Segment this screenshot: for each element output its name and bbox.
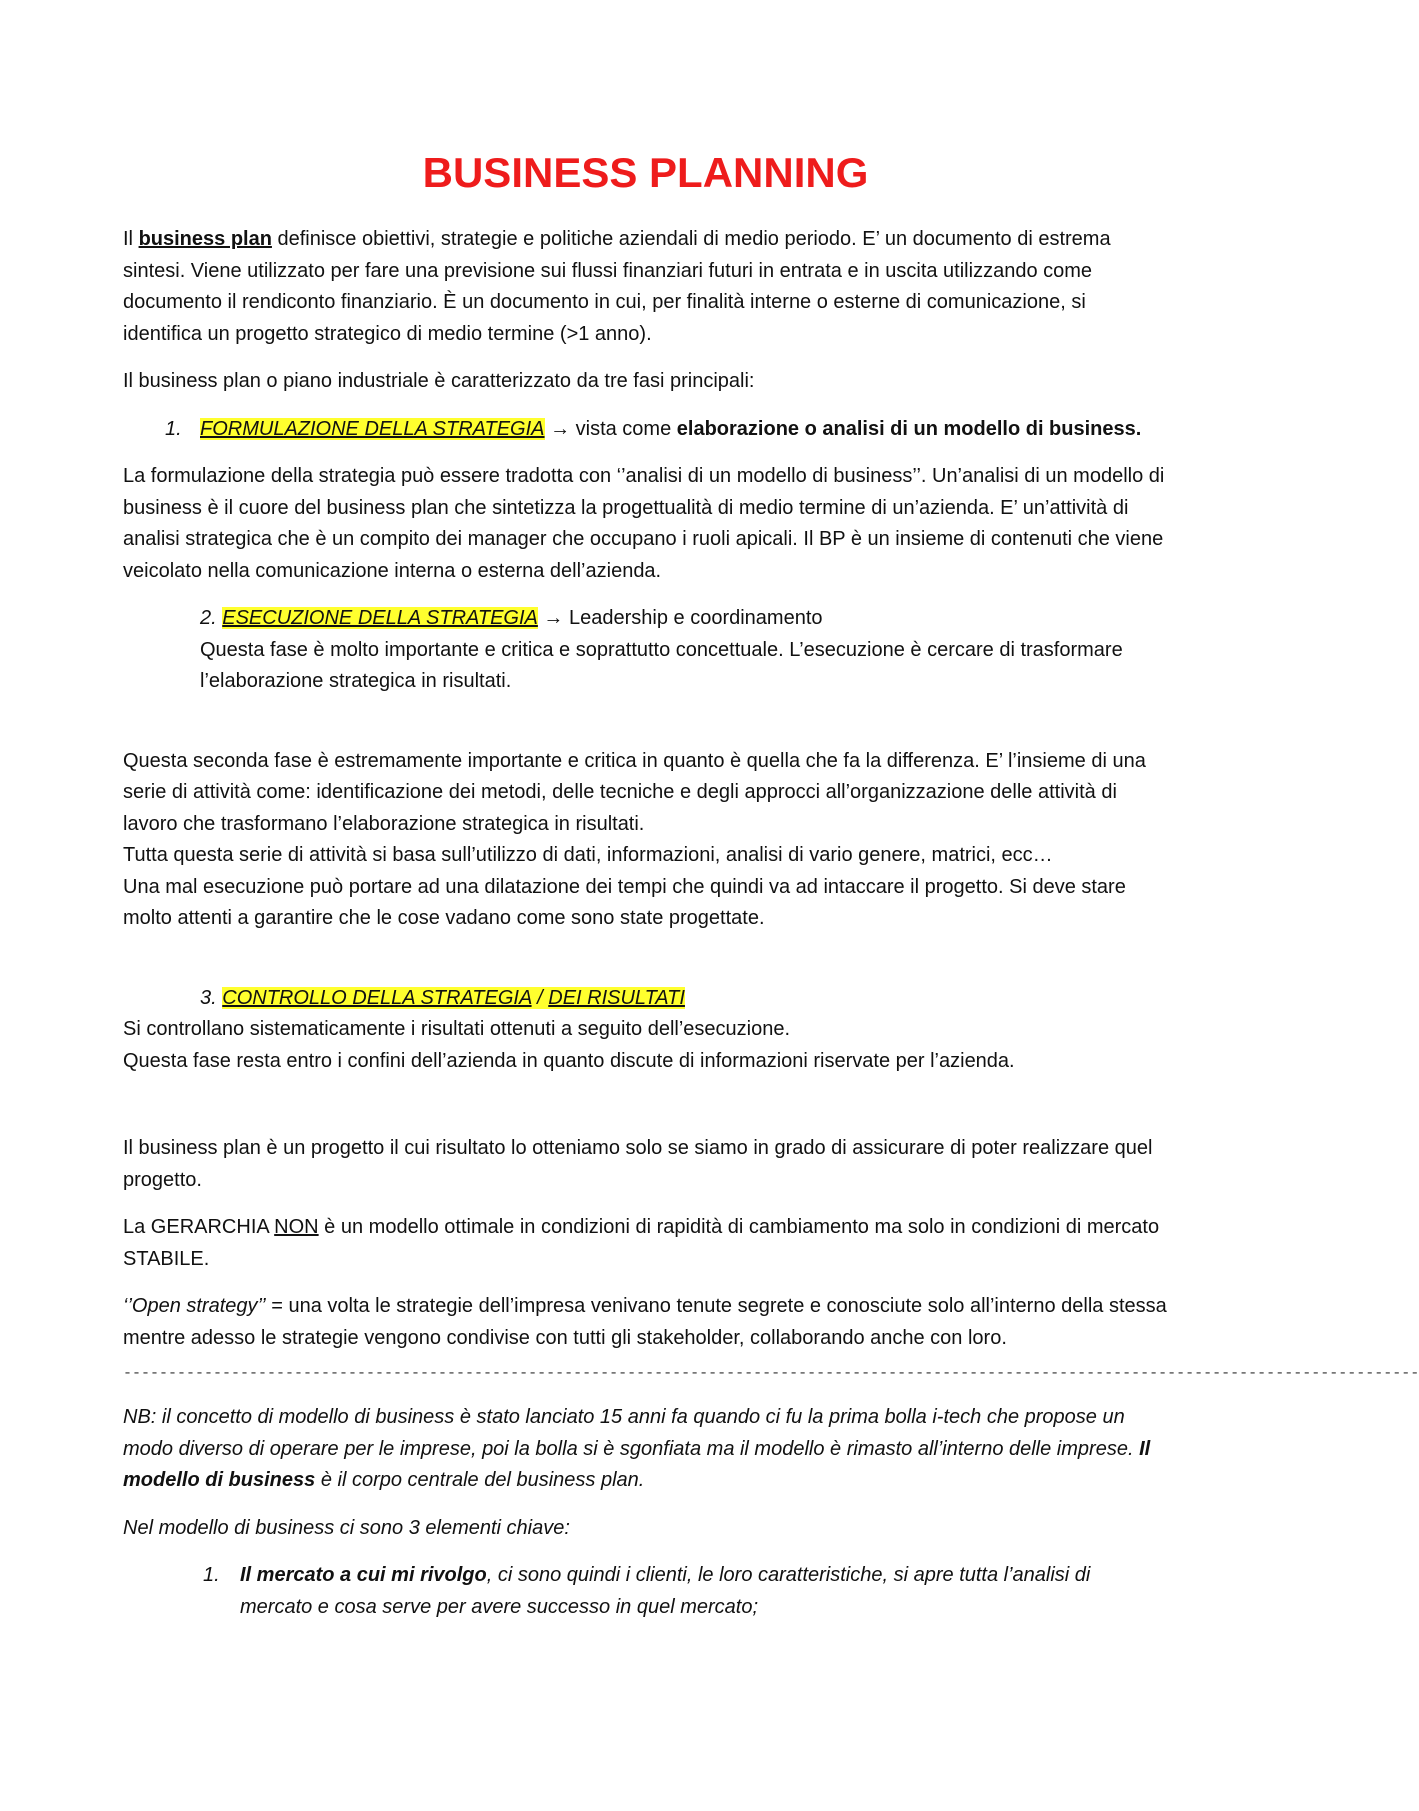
list-number: 1. — [203, 1564, 220, 1587]
element-1-description: , ci sono quindi i clienti, le loro caratteristiche, si apre tutta l’analisi di mercato e cosa serve per avere successo in quel mercato; — [240, 1564, 1091, 1618]
text-run: è un modello ottimale in condizioni di rapidità di cambiamento ma solo in condizioni di mercato STABILE. — [123, 1216, 1160, 1270]
element-1-title: Il mercato a cui mi rivolgo — [240, 1564, 487, 1587]
term-open-strategy: ‘’Open strategy’’ — [123, 1295, 266, 1318]
text-run: = una volta le strategie dell’impresa venivano tenute segrete e conosciute solo all’interno della stessa mentre adesso le strategie vengono condivise con tutti gli stakeholder, collaborando anche con loro. — [123, 1295, 1167, 1349]
phase-3-separator: / — [531, 986, 549, 1009]
paragraph-phases-intro: Il business plan o piano industriale è caratterizzato da tre fasi principali: — [123, 370, 755, 393]
dashed-separator: ------------------------------------------------------------------------------------------------------------------------------------------------ — [123, 1365, 1419, 1383]
list-number: 2. — [200, 607, 223, 630]
phase-1-description: elaborazione o analisi di un modello di business. — [676, 417, 1142, 440]
text-run: è il corpo centrale del business plan. — [315, 1469, 645, 1492]
list-number: 1. — [165, 417, 182, 440]
paragraph-execution-2: Tutta questa serie di attività si basa sull’utilizzo di dati, informazioni, analisi di vario genere, matrici, ecc… — [123, 844, 1053, 867]
text-run: NB: il concetto di modello di business è stato lanciato 15 anni fa quando ci fu la prima bolla i-tech che propose un modo diverso di operare per le imprese, poi la bolla si è sgonfiata ma il modello è rimasto all’interno delle imprese. — [123, 1406, 1140, 1460]
paragraph-open-strategy — [123, 1291, 1168, 1354]
arrow-text: → vista come — [544, 417, 677, 440]
phase-1-item — [123, 414, 1168, 446]
phase-1-title: FORMULAZIONE DELLA STRATEGIA — [200, 417, 545, 440]
page-title: BUSINESS PLANNING — [422, 149, 869, 196]
document-body — [123, 149, 1419, 1623]
text-run: definisce obiettivi, strategie e politiche aziendali di medio periodo. E’ un documento di estrema sintesi. Viene utilizzato per fare una previsione sui flussi finanziari futuri in entrata e in uscita utilizzando come documento il rendiconto finanziario. È un documento in cui, per finalità interne o esterne di comunicazione, si identifica un progetto strategico di medio termine (>1 anno). — [123, 228, 1111, 345]
text-run: Il — [123, 228, 139, 251]
phase-2-item — [123, 603, 1168, 635]
phase-3-title-b: DEI RISULTATI — [548, 986, 685, 1009]
term-business-model: Il modello di business — [123, 1437, 1151, 1492]
term-business-plan: business plan — [138, 228, 272, 251]
phase-2-title: ESECUZIONE DELLA STRATEGIA — [222, 607, 538, 630]
paragraph-key-elements: Nel modello di business ci sono 3 elementi chiave: — [123, 1516, 570, 1539]
paragraph-nb — [123, 1402, 1168, 1497]
phase-3-title-a: CONTROLLO DELLA STRATEGIA — [222, 986, 532, 1009]
text-run: La GERARCHIA — [123, 1216, 275, 1239]
arrow-text: → — [537, 607, 569, 630]
element-1-item — [123, 1560, 1168, 1623]
paragraph-control-1: Si controllano sistematicamente i risultati ottenuti a seguito dell’esecuzione. — [123, 1018, 791, 1041]
paragraph-formulation: La formulazione della strategia può essere tradotta con ‘’analisi di un modello di business’’. Un’analisi di un modello di business è il cuore del business plan che sintetizza la progettualità di medio termine di un’azienda. E’ un’attività di analisi strategica che è un compito dei manager che occupano i ruoli apicali. Il BP è un insieme di contenuti che viene veicolato nella comunicazione interna o esterna dell’azienda. — [123, 465, 1165, 582]
phase-2-description: Leadership e coordinamento — [569, 607, 823, 630]
paragraph-control-2: Questa fase resta entro i confini dell’azienda in quanto discute di informazioni riservate per l’azienda. — [123, 1049, 1015, 1072]
paragraph-project: Il business plan è un progetto il cui risultato lo otteniamo solo se siamo in grado di assicurare di poter realizzare quel progetto. — [123, 1137, 1153, 1191]
paragraph-hierarchy — [123, 1212, 1168, 1275]
term-non: NON — [274, 1216, 319, 1239]
list-number: 3. — [200, 986, 223, 1009]
phase-2-text: Questa fase è molto importante e critica e soprattutto concettuale. L’esecuzione è cercare di trasformare l’elaborazione strategica in risultati. — [200, 638, 1123, 693]
paragraph-execution-1: Questa seconda fase è estremamente importante e critica in quanto è quella che fa la differenza. E’ l’insieme di una serie di attività come: identificazione dei metodi, delle tecniche e degli approcci all’organizzazione delle attività di lavoro che trasformano l’elaborazione strategica in risultati. — [123, 749, 1146, 835]
paragraph-intro — [123, 224, 1168, 350]
paragraph-execution-3: Una mal esecuzione può portare ad una dilatazione dei tempi che quindi va ad intaccare il progetto. Si deve stare molto attenti a garantire che le cose vadano come sono state progettate. — [123, 875, 1126, 930]
phase-3-item — [123, 983, 1168, 1015]
